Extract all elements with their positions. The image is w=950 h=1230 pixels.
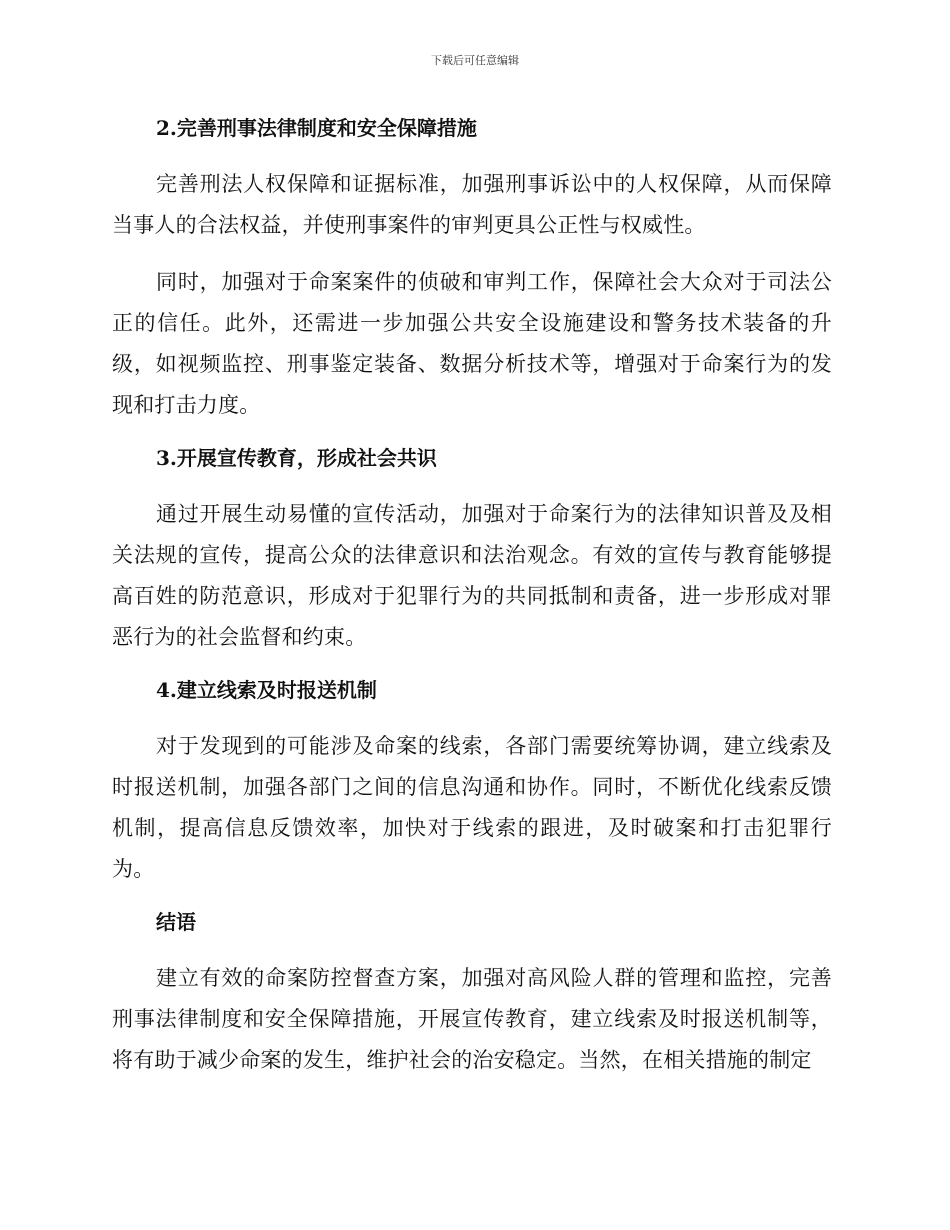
section-heading: 结语: [156, 910, 196, 934]
paragraph: 通过开展生动易懂的宣传活动，加强对于命案行为的法律知识普及及相关法规的宣传，提高公众的法律意识和法治观念。有效的宣传与教育能够提高百姓的防范意识，形成对于犯罪行为的共同抵制和责备，进一步形成对罪恶行为的社会监督和约束。: [112, 502, 832, 649]
paragraph: 建立有效的命案防控督查方案，加强对高风险人群的管理和监控，完善刑事法律制度和安全保障措施，开展宣传教育，建立线索及时报送机制等，将有助于减少命案的发生，维护社会的治安稳定。当然，在相关措施的制定: [112, 966, 832, 1072]
page-header: 下载后可任意编辑: [431, 54, 519, 67]
section-heading: 2.完善刑事法律制度和安全保障措施: [156, 116, 477, 140]
section-legal-system: [112, 108, 832, 426]
section-clue-reporting: [112, 670, 832, 890]
paragraph: 完善刑法人权保障和证据标准，加强刑事诉讼中的人权保障，从而保障当事人的合法权益，并使刑事案件的审判更具公正性与权威性。: [112, 172, 832, 237]
section-conclusion: [112, 902, 832, 1081]
paragraph: 同时，加强对于命案案件的侦破和审判工作，保障社会大众对于司法公正的信任。此外，还需进一步加强公共安全设施建设和警务技术装备的升级，如视频监控、刑事鉴定装备、数据分析技术等，增强对于命案行为的发现和打击力度。: [112, 270, 832, 417]
document-body: [112, 108, 832, 1093]
section-heading: 3.开展宣传教育，形成社会共识: [156, 446, 437, 470]
section-heading: 4.建立线索及时报送机制: [156, 678, 377, 702]
paragraph: 对于发现到的可能涉及命案的线索，各部门需要统筹协调，建立线索及时报送机制，加强各部门之间的信息沟通和协作。同时，不断优化线索反馈机制，提高信息反馈效率，加快对于线索的跟进，及时破案和打击犯罪行为。: [112, 734, 832, 881]
section-publicity-education: [112, 438, 832, 658]
